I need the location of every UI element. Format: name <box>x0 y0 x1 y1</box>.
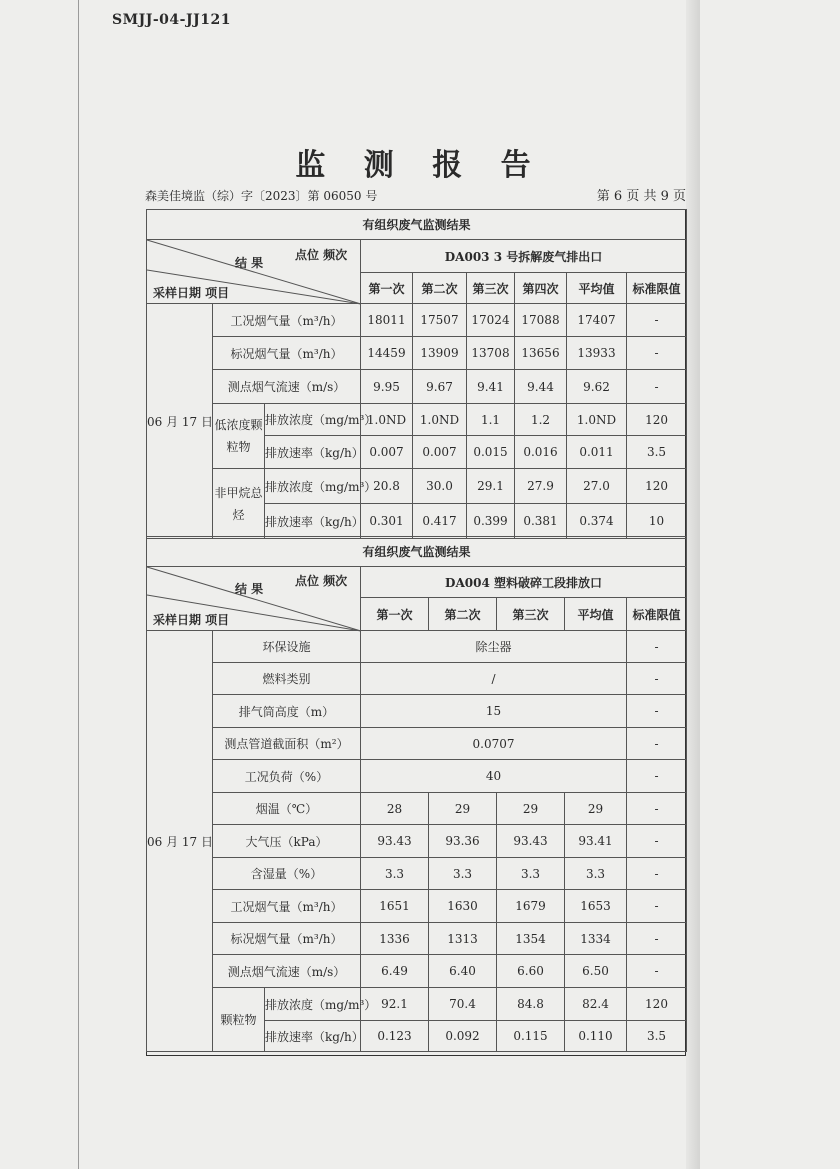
cell: 0.092 <box>429 1021 497 1052</box>
cell: 29 <box>429 793 497 825</box>
merged-value: / <box>361 663 627 695</box>
cell: 1334 <box>565 923 627 955</box>
cell: - <box>627 695 687 728</box>
cell: 82.4 <box>565 988 627 1021</box>
table-row <box>147 793 687 825</box>
merged-value: 除尘器 <box>361 631 627 663</box>
table-row <box>147 923 687 955</box>
cell: 3.3 <box>429 858 497 890</box>
cell: 93.43 <box>497 825 565 858</box>
cell: 14459 <box>361 337 413 370</box>
cell: 6.60 <box>497 955 565 988</box>
cell: 0.007 <box>413 436 467 469</box>
table-row <box>147 858 687 890</box>
cell: 1.0ND <box>361 404 413 436</box>
cell: 17088 <box>515 304 567 337</box>
cell: 17507 <box>413 304 467 337</box>
cell: 6.40 <box>429 955 497 988</box>
row-label: 大气压（kPa） <box>213 825 361 858</box>
table-row <box>147 728 687 760</box>
cell: - <box>627 631 687 663</box>
cell: 120 <box>627 988 687 1021</box>
cell: 3.5 <box>627 1021 687 1052</box>
cell: 1630 <box>429 890 497 923</box>
sampling-date: 06 月 17 日 <box>147 304 213 539</box>
cell: 28 <box>361 793 429 825</box>
cell: 10 <box>627 504 687 539</box>
row-label: 标况烟气量（m³/h） <box>213 923 361 955</box>
cell: 0.301 <box>361 504 413 539</box>
cell: - <box>627 858 687 890</box>
col-header: 标准限值 <box>627 598 687 631</box>
diagonal-header <box>147 567 361 631</box>
table-row <box>147 337 687 370</box>
row-label: 测点管道截面积（m²） <box>213 728 361 760</box>
col-header: 第二次 <box>413 273 467 304</box>
table-row <box>147 404 687 436</box>
cell: 6.50 <box>565 955 627 988</box>
table-row <box>147 760 687 793</box>
cell: 1354 <box>497 923 565 955</box>
cell: 29 <box>497 793 565 825</box>
cell: 13656 <box>515 337 567 370</box>
row-label: 排放浓度（mg/m³） <box>265 988 361 1021</box>
cell: 27.0 <box>567 469 627 504</box>
col-header: 第四次 <box>515 273 567 304</box>
table-row <box>147 304 687 337</box>
cell: 27.9 <box>515 469 567 504</box>
cell: - <box>627 337 687 370</box>
diag-point-label: 点位 频次 <box>295 248 348 262</box>
cell: 0.007 <box>361 436 413 469</box>
row-label: 工况烟气量（m³/h） <box>213 890 361 923</box>
col-header: 标准限值 <box>627 273 687 304</box>
cell: 0.110 <box>565 1021 627 1052</box>
document-code: SMJJ-04-JJ121 <box>112 12 231 28</box>
cell: 0.015 <box>467 436 515 469</box>
cell: 1336 <box>361 923 429 955</box>
cell: 18011 <box>361 304 413 337</box>
table-row <box>147 695 687 728</box>
row-label: 排放速率（kg/h） <box>265 504 361 539</box>
row-label: 排放速率（kg/h） <box>265 436 361 469</box>
cell: 0.417 <box>413 504 467 539</box>
cell: 1653 <box>565 890 627 923</box>
sampling-date: 06 月 17 日 <box>147 631 213 1052</box>
cell: 120 <box>627 404 687 436</box>
col-header: 第三次 <box>497 598 565 631</box>
col-header: 第一次 <box>361 598 429 631</box>
cell: 0.011 <box>567 436 627 469</box>
cell: 3.3 <box>497 858 565 890</box>
row-label: 排气筒高度（m） <box>213 695 361 728</box>
table-row <box>147 469 687 504</box>
cell: 9.44 <box>515 370 567 404</box>
merged-value: 15 <box>361 695 627 728</box>
cell: 1.0ND <box>567 404 627 436</box>
row-label: 烟温（℃） <box>213 793 361 825</box>
cell: - <box>627 663 687 695</box>
row-label: 测点烟气流速（m/s） <box>213 370 361 404</box>
cell: 70.4 <box>429 988 497 1021</box>
col-header: 第三次 <box>467 273 515 304</box>
diag-result-label: 结 果 <box>235 582 264 596</box>
cell: 1651 <box>361 890 429 923</box>
cell: 17407 <box>567 304 627 337</box>
point-name: DA004 塑料破碎工段排放口 <box>361 567 687 598</box>
table-row <box>147 890 687 923</box>
cell: 6.49 <box>361 955 429 988</box>
table-row <box>147 988 687 1021</box>
table-row <box>147 825 687 858</box>
cell: 92.1 <box>361 988 429 1021</box>
cell: - <box>627 728 687 760</box>
table-row <box>147 631 687 663</box>
row-label: 燃料类别 <box>213 663 361 695</box>
cell: 17024 <box>467 304 515 337</box>
cell: 13933 <box>567 337 627 370</box>
cell: 1.2 <box>515 404 567 436</box>
col-header: 第一次 <box>361 273 413 304</box>
cell: 93.36 <box>429 825 497 858</box>
cell: 9.67 <box>413 370 467 404</box>
diag-date-label: 采样日期 项目 <box>153 286 230 300</box>
cell: 20.8 <box>361 469 413 504</box>
row-label: 工况烟气量（m³/h） <box>213 304 361 337</box>
cell: 93.41 <box>565 825 627 858</box>
table-row <box>147 663 687 695</box>
col-header: 平均值 <box>567 273 627 304</box>
row-label: 排放速率（kg/h） <box>265 1021 361 1052</box>
cell: 9.41 <box>467 370 515 404</box>
row-label: 标况烟气量（m³/h） <box>213 337 361 370</box>
report-number: 森美佳境监（综）字〔2023〕第 06050 号 <box>145 189 378 203</box>
cell: - <box>627 304 687 337</box>
cell: - <box>627 890 687 923</box>
page-indicator: 第 6 页 共 9 页 <box>596 189 686 204</box>
cell: - <box>627 370 687 404</box>
cell: 1313 <box>429 923 497 955</box>
monitoring-table-da004 <box>146 536 687 1052</box>
cell: 30.0 <box>413 469 467 504</box>
cell: 1.1 <box>467 404 515 436</box>
table-row <box>147 370 687 404</box>
group-label: 非甲烷总烃 <box>213 469 265 539</box>
diag-date-label: 采样日期 项目 <box>153 613 230 627</box>
merged-value: 0.0707 <box>361 728 627 760</box>
section-title: 有组织废气监测结果 <box>147 537 687 567</box>
cell: 0.016 <box>515 436 567 469</box>
cell: 0.123 <box>361 1021 429 1052</box>
cell: 1.0ND <box>413 404 467 436</box>
monitoring-table-da003 <box>146 209 687 539</box>
col-header: 第二次 <box>429 598 497 631</box>
row-label: 测点烟气流速（m/s） <box>213 955 361 988</box>
cell: 9.95 <box>361 370 413 404</box>
row-label: 环保设施 <box>213 631 361 663</box>
cell: 9.62 <box>567 370 627 404</box>
row-label: 排放浓度（mg/m³） <box>265 404 361 436</box>
report-title: 监 测 报 告 <box>295 148 545 183</box>
diag-result-label: 结 果 <box>235 256 264 270</box>
merged-value: 40 <box>361 760 627 793</box>
cell: 120 <box>627 469 687 504</box>
cell: 1679 <box>497 890 565 923</box>
row-label: 含湿量（%） <box>213 858 361 890</box>
cell: 13708 <box>467 337 515 370</box>
row-label: 工况负荷（%） <box>213 760 361 793</box>
cell: - <box>627 923 687 955</box>
cell: 3.3 <box>361 858 429 890</box>
cell: 0.381 <box>515 504 567 539</box>
diagonal-header <box>147 240 361 304</box>
cell: 93.43 <box>361 825 429 858</box>
point-name: DA003 3 号拆解废气排出口 <box>361 240 687 273</box>
diag-point-label: 点位 频次 <box>295 574 348 588</box>
cell: - <box>627 825 687 858</box>
cell: - <box>627 955 687 988</box>
cell: 0.399 <box>467 504 515 539</box>
row-label: 排放浓度（mg/m³） <box>265 469 361 504</box>
cell: 3.3 <box>565 858 627 890</box>
cell: 3.5 <box>627 436 687 469</box>
cell: 29.1 <box>467 469 515 504</box>
cell: 84.8 <box>497 988 565 1021</box>
cell: - <box>627 760 687 793</box>
cell: 29 <box>565 793 627 825</box>
cell: 0.374 <box>567 504 627 539</box>
col-header: 平均值 <box>565 598 627 631</box>
cell: - <box>627 793 687 825</box>
group-label: 低浓度颗粒物 <box>213 404 265 469</box>
section-title: 有组织废气监测结果 <box>147 210 687 240</box>
cell: 0.115 <box>497 1021 565 1052</box>
table-row <box>147 955 687 988</box>
group-label: 颗粒物 <box>213 988 265 1052</box>
cell: 13909 <box>413 337 467 370</box>
